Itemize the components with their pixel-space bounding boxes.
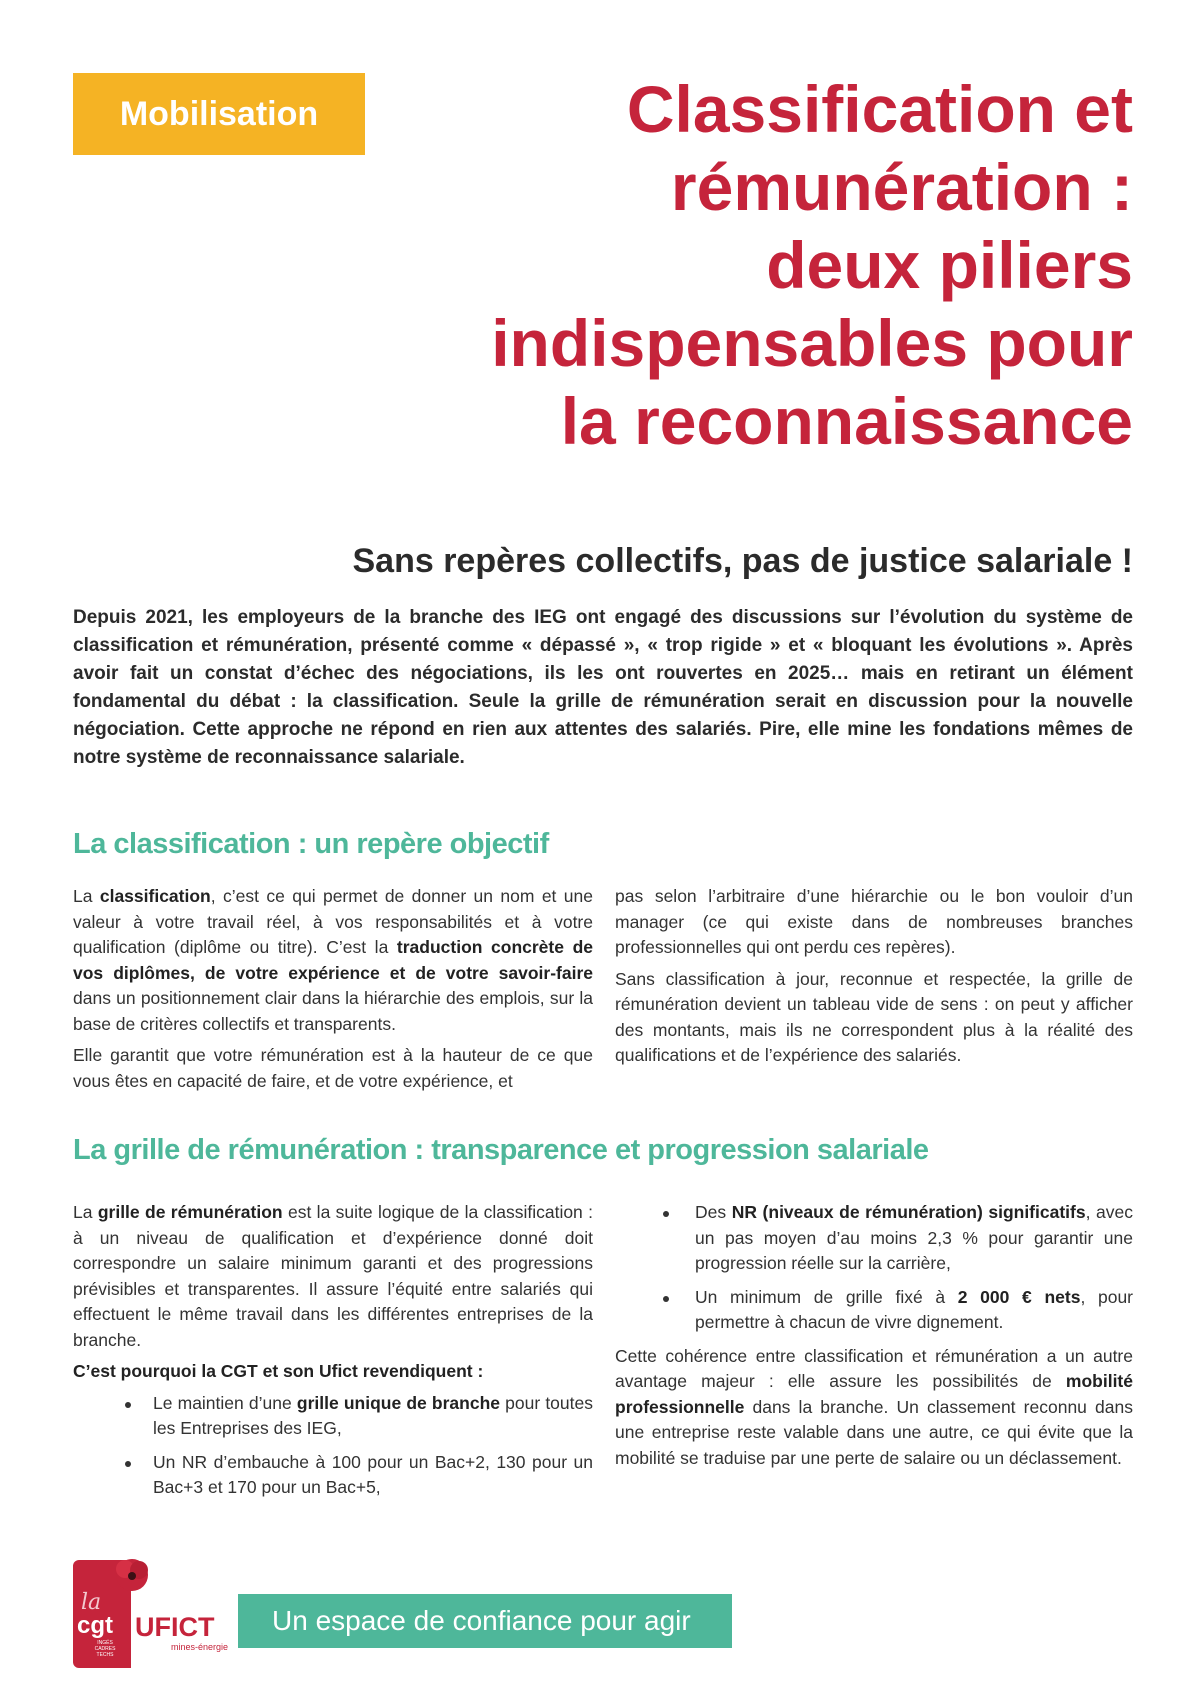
text: Un minimum de grille fixé à <box>695 1286 958 1307</box>
paragraph <box>615 1344 1133 1472</box>
bold-text: traduction concrète de vos diplômes, de votre expérience et de votre savoir-faire <box>73 937 593 983</box>
bold-text: 2 000 € nets <box>957 1286 1081 1307</box>
title-line: rémunération : <box>670 150 1133 224</box>
bold-text: grille de rémunération <box>97 1202 283 1222</box>
title-line: indispensables pour <box>491 306 1133 380</box>
paragraph <box>73 884 593 1037</box>
page-title <box>373 70 1133 460</box>
cgt-ufict-logo <box>73 1560 233 1668</box>
logo-small-text: INGÉS CADRES TECHS <box>94 1640 116 1658</box>
bold-text: grille unique de branche <box>296 1392 500 1413</box>
bold-text: classification <box>99 886 211 906</box>
title-line: deux piliers <box>766 228 1133 302</box>
section-grille-title: La grille de rémunération : transparence et progression salariale <box>73 1134 929 1166</box>
section2-right-column <box>615 1200 1133 1477</box>
logo-subtitle-text: mines-énergie <box>171 1642 229 1652</box>
text: , avec un pas moyen d’au moins 2,3 % pour garantir une progression réelle sur la carrière, <box>695 1202 1133 1273</box>
list-item <box>615 1285 1133 1336</box>
text: est la suite logique de la classification : à un niveau de qualification et d’expérience donné doit correspondre un salaire minimum garanti et des progressions prévisibles et transparentes. Il assure l’équité entre salariés qui effectuent le même travail dans les différentes entreprises de la branche. <box>73 1202 594 1350</box>
intro-paragraph: Depuis 2021, les employeurs de la branche des IEG ont engagé des discussions sur l’évolution du système de classification et rémunération, présenté comme « dépassé », « trop rigide » et « bloquant les évolutions ». Après avoir fait un constat d’échec des négociations, ils les ont rouvertes en 2025… mais en retirant un élément fondamental du débat : la classification. Seule la grille de rémunération serait en discussion pour la nouvelle négociation. Cette approche ne répond en rien aux attentes des salariés. Pire, elle mine les fondations mêmes de notre système de reconnaissance salariale. <box>73 607 1133 768</box>
title-line: la reconnaissance <box>560 384 1133 458</box>
logo-la-text: la <box>81 1590 102 1615</box>
text: , c’est ce qui permet de donner un nom et une valeur à votre travail réel, à vos responsabilités et à votre qualification (diplôme ou titre). C’est la <box>73 886 594 957</box>
text: pour toutes les Entreprises des IEG, <box>153 1392 593 1438</box>
title-line: Classification et <box>626 72 1133 146</box>
logo-ufict-text: UFICT <box>135 1612 215 1642</box>
list-item <box>615 1200 1133 1277</box>
text: Des <box>695 1202 732 1222</box>
paragraph: pas selon l’arbitraire d’une hiérarchie ou le bon vouloir d’un manager (ce qui existe dans de nombreuses branches professionnelles qui ont perdu ces repères). <box>615 886 1133 957</box>
claims-list-continued <box>615 1200 1133 1336</box>
text: Le maintien d’une <box>153 1392 297 1413</box>
list-item <box>73 1391 593 1442</box>
bold-text: mobilité professionnelle <box>615 1371 1133 1417</box>
logo-cgt-text: cgt <box>77 1612 113 1639</box>
text: dans la branche. Un classement reconnu dans une entreprise reste valable dans une autre, ce qui évite que la mobilité se traduise par une perte de salaire ou un déclassement. <box>615 1396 1133 1468</box>
text: La <box>73 1202 98 1222</box>
section2-left-column <box>73 1200 593 1509</box>
text: dans un positionnement clair dans la hiérarchie des emplois, sur la base de critères collectifs et transparents. <box>73 988 593 1034</box>
section1-right-column <box>615 884 1133 1075</box>
paragraph <box>73 1200 593 1353</box>
text: La <box>73 886 100 906</box>
section1-left-column <box>73 884 593 1100</box>
section-classification-title: La classification : un repère objectif <box>73 828 549 860</box>
category-tag: Mobilisation <box>73 73 365 155</box>
footer-banner: Un espace de confiance pour agir <box>238 1594 732 1648</box>
paragraph: Elle garantit que votre rémunération est à la hauteur de ce que vous êtes en capacité de faire, et de votre expérience, et <box>73 1045 593 1091</box>
text: Cette cohérence entre classification et rémunération a un autre avantage majeur : elle assure les possibilités de <box>615 1345 1133 1391</box>
claims-heading <box>73 1359 593 1385</box>
list-item: Un NR d’embauche à 100 pour un Bac+2, 130 pour un Bac+3 et 170 pour un Bac+5, <box>73 1450 593 1501</box>
poppy-flower-icon <box>109 1554 155 1600</box>
paragraph: Sans classification à jour, reconnue et respectée, la grille de rémunération devient un tableau vide de sens : on peut y afficher des montants, mais ils ne correspondent plus à la réalité des qualifications et de l’expérience des salariés. <box>615 968 1133 1065</box>
bold-text: C’est pourquoi la CGT et son Ufict revendiquent : <box>73 1361 484 1381</box>
subtitle: Sans repères collectifs, pas de justice salariale ! <box>352 542 1133 580</box>
claims-list <box>73 1391 593 1501</box>
text: , pour permettre à chacun de vivre dignement. <box>695 1286 1134 1332</box>
bold-text: NR (niveaux de rémunération) significatifs <box>731 1202 1086 1222</box>
